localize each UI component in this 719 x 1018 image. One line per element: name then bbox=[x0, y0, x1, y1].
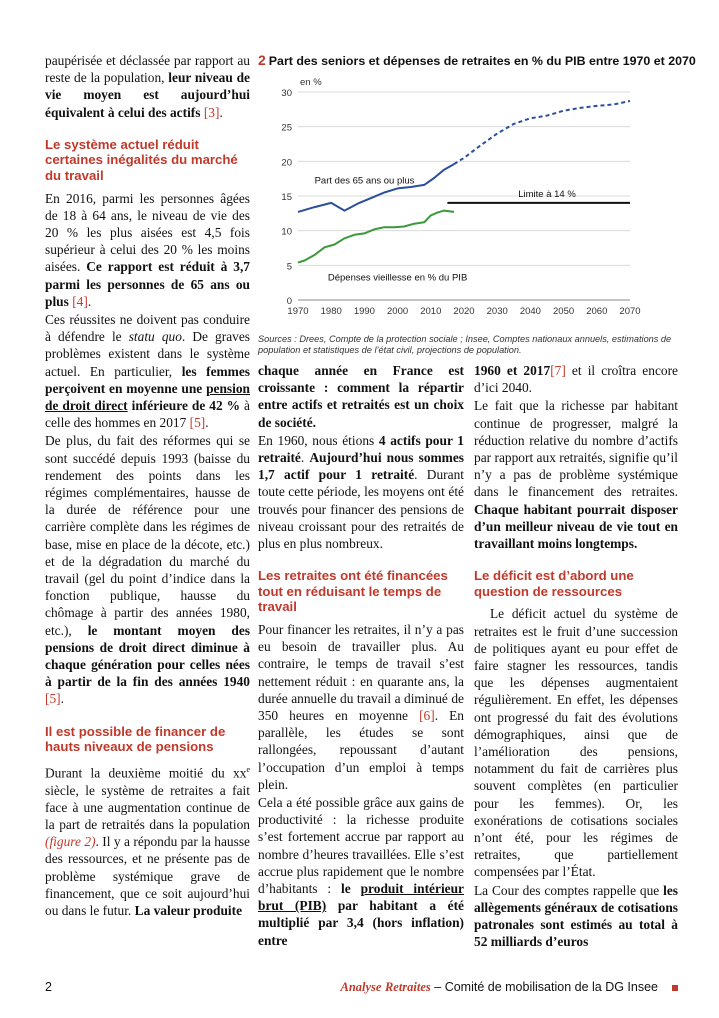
reference-link[interactable]: [3] bbox=[203, 104, 220, 120]
series-annotation: Dépenses vieillesse en % du PIB bbox=[327, 272, 468, 284]
y-tick-label: 5 bbox=[286, 261, 292, 273]
column-middle bbox=[258, 362, 464, 949]
x-tick-label: 1990 bbox=[353, 306, 375, 317]
y-tick-label: 30 bbox=[281, 88, 292, 99]
y-tick-label: 10 bbox=[281, 226, 292, 238]
x-tick-label: 2010 bbox=[420, 306, 442, 317]
limit-label: Limite à 14 % bbox=[518, 188, 576, 200]
column-left bbox=[45, 52, 250, 919]
paragraph: Le fait que la richesse par habitant continue de progresser, malgré la réduction relative du nombre d’actifs par rapport aux retraités, signifie qu’il n’y a pas de problème systémique dans le financement des retraites. Chaque habitant pourrait disposer d’un meilleur niveau de vie tout en travaillant moins longtemps. bbox=[474, 398, 678, 552]
reference-link[interactable]: [5] bbox=[45, 691, 61, 707]
reference-link[interactable]: [4] bbox=[72, 293, 88, 309]
paragraph: Le déficit actuel du système de retraites est le fruit d’une succession de politiques ayant eu pour effet de faire stagner les ressources, tandis que les dépenses augmentaient régulièrement. En effet, les dépenses ont progressé du fait des évolutions démographiques, ainsi que de l’amélioration des pensions, notamment du fait de carrières plus souvent complètes (en particulier pour les femmes). Or, les exonérations de cotisations sociales n’ont été, pour les régimes de retraites, que partiellement compensées par l’État. bbox=[474, 606, 678, 880]
section-heading: Les retraites ont été financées tout en réduisant le temps de travail bbox=[258, 568, 448, 615]
x-tick-label: 2050 bbox=[553, 306, 575, 317]
figure-source: Sources : Drees, Compte de la protection sociale ; Insee, Comptes nationaux annuels, estimations de population et statistiques de l’état civil, projections de population. bbox=[258, 334, 672, 356]
y-tick-label: 0 bbox=[286, 296, 292, 307]
series-line-3 bbox=[298, 211, 454, 263]
figure-link[interactable]: (figure 2) bbox=[45, 834, 96, 850]
reference-link[interactable]: [5] bbox=[189, 415, 206, 431]
paragraph: Durant la deuxième moitié du $xx^e$ siècle, le système de retraites a fait face à une augmentation continue de la part de retraités dans la population (figure 2). Il y a répondu par la hausse des ressources, et ne présente pas de problème systémique grave de financement, que ce soit aujourd’hui ou dans le futur. La valeur produite bbox=[45, 764, 250, 918]
term-link[interactable]: pension de droit direct bbox=[45, 380, 250, 414]
footer-square-icon bbox=[672, 985, 678, 991]
y-tick-label: 20 bbox=[281, 157, 292, 169]
x-tick-label: 2060 bbox=[586, 306, 608, 317]
paragraph: En 2016, parmi les personnes âgées de 18 à 64 ans, le niveau de vie des 20 % les plus aisées est 4,5 fois supérieur à celui des 20 % les moins aisées. Ce rapport est réduit à 3,7 parmi les personnes de 65 ans ou plus [4]. bbox=[45, 190, 250, 309]
figure-number: 2 bbox=[258, 52, 266, 68]
paragraph: Cela a été possible grâce aux gains de productivité : la richesse produite s’est fortement accrue par rapport au nombre d’heures travaillées. Elle s’est accrue plus rapidement que le nombre d’habitants : le produit intérieur brut (PIB) par habitant a été multiplié par 3,4 (hors inflation) entre bbox=[258, 795, 464, 948]
figure-title: 2 Part des seniors et dépenses de retraites en % du PIB entre 1970 et 2070 bbox=[258, 52, 696, 68]
series-annotation: Part des 65 ans ou plus bbox=[314, 175, 415, 187]
column-right bbox=[474, 362, 678, 950]
paragraph: paupérisée et déclassée par rapport au reste de la population, leur niveau de vie moyen est aujourd’hui équivalent à celui des actifs [3]. bbox=[45, 53, 250, 120]
section-heading: Le déficit est d’abord une question de ressources bbox=[474, 568, 634, 599]
footer-title: Analyse Retraites – Comité de mobilisation de la DG Insee bbox=[340, 980, 678, 995]
paragraph: chaque année en France est croissante : comment la répartir entre actifs et retraités est un choix de société. bbox=[258, 363, 464, 430]
paragraph: En 1960, nous étions 4 actifs pour 1 retraité. Aujourd’hui nous sommes 1,7 actif pour 1 retraité. Durant toute cette période, les moyens ont été trouvés pour financer des pensions de niveau croissant pour des retraités de plus en plus nombreux. bbox=[258, 432, 464, 552]
section-heading: Il est possible de financer de hauts niveaux de pensions bbox=[45, 723, 226, 755]
x-tick-label: 2000 bbox=[387, 306, 409, 317]
y-tick-label: 15 bbox=[281, 192, 292, 203]
y-axis-label: en % bbox=[300, 77, 322, 88]
paragraph: La Cour des comptes rappelle que les allègements généraux de cotisations patronales sont estimés au total à 52 milliards d’euros bbox=[474, 882, 678, 950]
paragraph: De plus, du fait des réformes qui se sont succédé depuis 1993 (baisse du rendement des points dans les régimes complémentaires, hausse de la durée de référence pour une carrière complète dans les régimes de base, mise en place de la décote, etc.) et de la dégradation du marché du travail (gel du point d’indice dans la fonction publique, hausse du chômage à partir des années 1980, etc.), le montant moyen des pensions de droit direct diminue à chaque génération pour celles nées à partir de la fin des années 1940 [5]. bbox=[45, 433, 251, 707]
y-tick-label: 25 bbox=[281, 122, 292, 134]
term-link[interactable]: produit intérieur brut (PIB) bbox=[258, 881, 464, 914]
x-tick-label: 1970 bbox=[287, 306, 309, 317]
series-line-2 bbox=[454, 101, 630, 164]
x-tick-label: 2030 bbox=[486, 306, 508, 317]
reference-link[interactable]: [6] bbox=[419, 708, 435, 724]
page-number: 2 bbox=[45, 980, 52, 994]
reference-link[interactable]: [7] bbox=[550, 363, 566, 378]
x-tick-label: 2070 bbox=[619, 306, 641, 317]
x-tick-label: 2040 bbox=[519, 306, 541, 317]
section-heading: Le système actuel réduit certaines inégalités du marché du travail bbox=[45, 136, 238, 183]
paragraph: Ces réussites ne doivent pas conduire à défendre le statu quo. De graves problèmes existent dans le système actuel. En particulier, les femmes perçoivent en moyenne une pension de droit direct inférieure de 42 % à celle des hommes en 2017 [5]. bbox=[45, 312, 250, 431]
x-tick-label: 1980 bbox=[320, 306, 342, 317]
series-line-1 bbox=[298, 164, 454, 212]
paragraph: Pour financer les retraites, il n’y a pas eu besoin de travailler plus. Au contraire, le temps de travail s’est nettement réduit : en quarante ans, la durée annuelle du travail a diminué de 350 heures en moyenne [6]. En parallèle, les études se sont rallongées, repoussant d’autant l’occupation d’un emploi à temps plein. bbox=[258, 622, 464, 792]
x-tick-label: 2020 bbox=[453, 306, 475, 317]
paragraph: 1960 et 2017[7] et il croîtra encore d’ici 2040. bbox=[474, 363, 678, 396]
chart bbox=[258, 72, 678, 330]
